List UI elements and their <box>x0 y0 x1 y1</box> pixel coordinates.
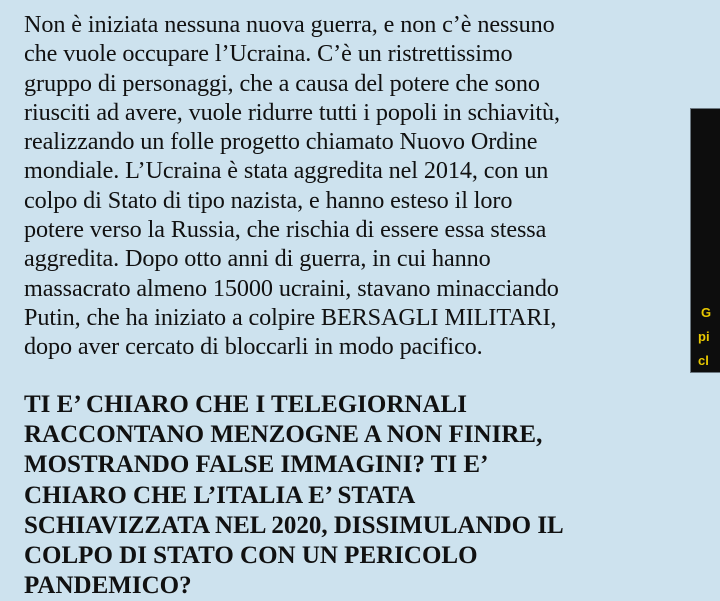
body-line: potere verso la Russia, che rischia di essere essa stessa <box>24 216 547 244</box>
side-image-panel <box>690 108 720 373</box>
headline-line: PANDEMICO? <box>24 572 192 600</box>
body-line: riusciti ad avere, vuole ridurre tutti i popoli in schiavitù, <box>24 98 560 126</box>
headline-line: MOSTRANDO FALSE IMMAGINI? TI E’ <box>24 451 489 479</box>
side-panel-text: G <box>701 305 712 320</box>
body-line: gruppo di personaggi, che a causa del potere che sono <box>24 69 540 97</box>
headline-line: TI E’ CHIARO CHE I TELEGIORNALI <box>24 391 467 418</box>
side-panel-text: pi <box>698 329 710 344</box>
headline-line: SCHIAVIZZATA NEL 2020, DISSIMULANDO IL <box>24 511 564 539</box>
headline-block <box>24 390 664 601</box>
body-paragraph <box>24 10 694 362</box>
body-line: colpo di Stato di tipo nazista, e hanno esteso il loro <box>24 186 513 214</box>
side-panel-text: cl <box>698 353 709 368</box>
body-line: aggredita. Dopo otto anni di guerra, in cui hanno <box>24 245 491 273</box>
headline-line: RACCONTANO MENZOGNE A NON FINIRE, <box>24 421 543 449</box>
headline-line: CHIARO CHE L’ITALIA E’ STATA <box>24 481 416 509</box>
body-line: che vuole occupare l’Ucraina. C’è un ristrettissimo <box>24 40 513 68</box>
body-line: mondiale. L’Ucraina è stata aggredita nel 2014, con un <box>24 157 549 185</box>
body-line: realizzando un folle progetto chiamato Nuovo Ordine <box>24 128 538 156</box>
body-line: dopo aver cercato di bloccarli in modo pacifico. <box>24 333 483 361</box>
headline-line: COLPO DI STATO CON UN PERICOLO <box>24 542 478 570</box>
body-line: Non è iniziata nessuna nuova guerra, e non c’è nessuno <box>24 11 555 38</box>
body-line: Putin, che ha iniziato a colpire BERSAGLI MILITARI, <box>24 303 557 331</box>
body-line: massacrato almeno 15000 ucraini, stavano minacciando <box>24 274 559 302</box>
